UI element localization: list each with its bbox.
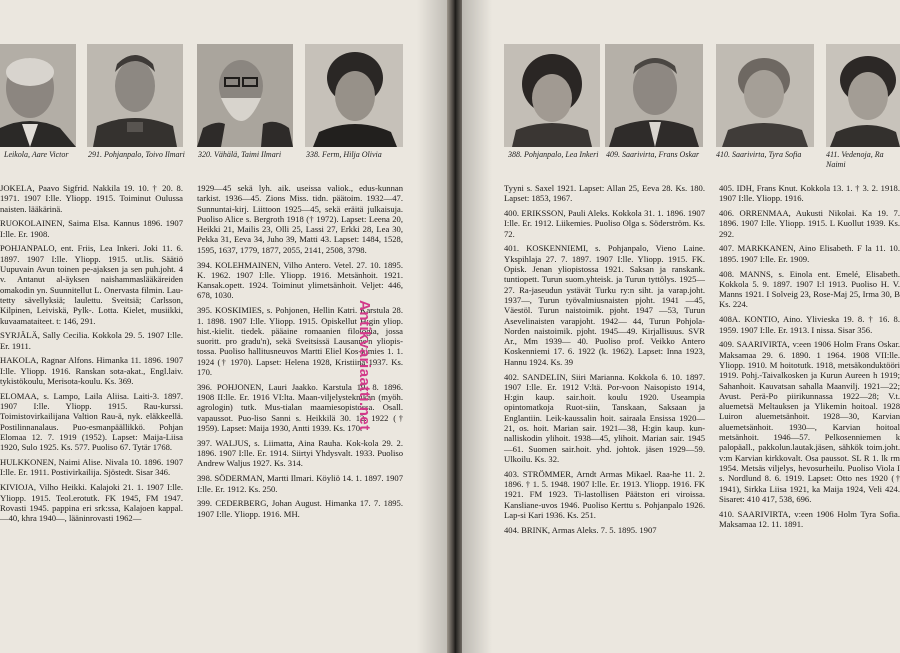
entry-text: JOKELA, Paavo Sigfrid. Nakkila 19. 10. † 20. 8. 1971. 1907 I:lle. Yliopp. 1915. Toiminut Oulussa naisten. lääkärinä.: [0, 183, 183, 214]
entry-text: 395. KOSKIMIES, s. Pohjonen, Hellin Katri. Karstula 28. 1. 1898. 1907 I:lle. Yliopp. 1915. Opiskellut H:gin yliop. hist.-kielit. tiedek. pääaine romaanien filologia, jossa suoritt. pro gradu'n), sekä Sveitsissä Lausanne'n yliopis-tossa. Puoliso hallitusneuvos Martti Eliel Kos-kimies 1. 1. 1924 († 1970). Lapset: Helena 1928, Kristiina 1937. Ks. 170.: [197, 305, 403, 378]
biography-entry: [0, 330, 183, 351]
biography-entry: [719, 208, 900, 239]
entry-text: 396. POHJONEN, Lauri Jaakko. Karstula 19. 8. 1896. 1908 II:lle. Er. 1916 VI:lta. Maan-viljelysteknikan (myöh. agrologin) tutk. Mus-tialan maamiesopistossa. Osall. vapaussot. Puo-liso Sanni s. Heikkilä 30. 12. 1922 († 1959). Lapset: Maija 1930, Antti 1939. Ks. 170.: [197, 381, 403, 434]
book-gutter: [447, 0, 462, 653]
watermark-text: Antikvariaatti.net: [356, 300, 373, 431]
biography-entry: [197, 183, 403, 255]
right-page: [462, 0, 900, 653]
entry-text: 405. IDH, Frans Knut. Kokkola 13. 1. † 3. 2. 1918. 1907 I:lle. Yliopp. 1916.: [719, 183, 900, 204]
biography-entry: [719, 269, 900, 310]
biography-entry: [719, 509, 900, 530]
caption-vedenoja: 411. Vedenoja, Ra Naimi: [826, 150, 884, 169]
biography-entry: [197, 498, 403, 519]
biography-entry: [197, 473, 403, 494]
text-column-1: [0, 183, 183, 528]
biography-entry: [719, 339, 900, 504]
biography-entry: [504, 372, 705, 465]
biography-entry: [719, 243, 900, 264]
caption-vahala: 320. Vähälä, Taimi Ilmari: [198, 150, 282, 159]
entry-text: 403. STRÖMMER, Arndt Armas Mikael. Raa-he 11. 2. 1896. † 1. 5. 1948. 1907 I:lle. Er. 1913. Yliopp. 1916. FK 1921. FM 1923. Ti-lastollisen Päätston eri viroissa. Kansliane-uvos 1946. Puoliso Kerttu s. Pohjanpalo 1926. Lap-si Kari 1936. Ks. 251.: [504, 468, 705, 520]
biography-entry: [0, 482, 183, 523]
caption-leikola: Leikola, Aare Victor: [4, 150, 69, 159]
entry-text: 394. KOLEHMAINEN, Vilho Antero. Vetel. 27. 10. 1895. K. 1962. 1907 I:lle. Yliopp. 1916. Metsänhoit. 1921. Kansak.opett. 1924. Toiminut ylimetsänhoit. Veljet: 446, 678, 1030.: [197, 259, 403, 301]
biography-entry: [0, 391, 183, 453]
entry-text: 407. MARKKANEN, Aino Elisabeth. F la 11. 10. 1895. 1907 I:lle. Er. 1909.: [719, 243, 900, 264]
portrait-photo-leikola: [0, 44, 76, 147]
biography-entry: [0, 183, 183, 214]
caption-ferm: 338. Ferm, Hilja Olivia: [306, 150, 382, 159]
biography-entry: [0, 243, 183, 325]
entry-text: HULKKONEN, Naimi Alise. Nivala 10. 1896. 1907 I:lle. Er. 1911. Postivirkailija. Sjöstedt. Sisar 346.: [0, 457, 183, 478]
portrait-photo-vedenoja: [826, 44, 900, 147]
caption-pohjanpalo-toivo: 291. Pohjanpalo, Toivo Ilmari: [88, 150, 185, 159]
biography-entry: [504, 183, 705, 204]
entry-text: 397. WALJUS, s. Liimatta, Aina Rauha. Kok-kola 29. 2. 1896. 1907 I:lle. Er. 1914. Siirtyi Yhdysvalt. 1933. Puoliso Andrew Waljus 1927. Ks. 314.: [197, 437, 403, 469]
biography-entry: [504, 525, 705, 535]
portrait-photo-ferm: [305, 44, 403, 147]
biography-entry: [504, 208, 705, 239]
entry-text: RUOKOLAINEN, Saima Elsa. Kannus 1896. 1907 I:lle. Er. 1908.: [0, 218, 183, 239]
entry-text: HAKOLA, Ragnar Alfons. Himanka 11. 1896. 1907 I:lle. Yliopp. 1916. Ranskan sota-akat., Engl.laiv. tykistökoulu, Merisota-koulu. Ks. 369.: [0, 355, 183, 387]
entry-text: 410. SAARIVIRTA, v:een 1906 Holm Tyra Sofia. Maksamaa 12. 11. 1891.: [719, 508, 900, 529]
biography-entry: [504, 243, 705, 367]
biography-entry: [0, 457, 183, 478]
portrait-photo-saarivirta-frans: [605, 44, 703, 147]
text-column-3: [504, 183, 705, 540]
left-page: [0, 0, 447, 653]
entry-text: 404. BRINK, Armas Aleks. 7. 5. 1895. 1907: [504, 524, 657, 535]
portrait-photo-pohjanpalo-lea: [504, 44, 600, 147]
portrait-photo-pohjanpalo-toivo: [87, 44, 183, 147]
biography-entry: [0, 218, 183, 239]
entry-text: 408A. KONTIO, Aino. Ylivieska 19. 8. † 16. 8. 1959. 1907 I:lle. Er. 1913. I nissa. Sisar 356.: [719, 314, 900, 335]
entry-text: SYRJÄLÄ, Sally Cecilia. Kokkola 29. 5. 1907 I:lle. Er. 1911.: [0, 330, 183, 351]
entry-text: KIVIOJA, Vilho Heikki. Kalajoki 21. 1. 1907 I:lle. Yliopp. 1915. Teol.erotutk. FK 1945, FM 1947. Rovasti 1945. pappina eri srk:ssa, Kalajoen kappal. —40, khra 1940—, lääninrovasti 1962—: [0, 482, 183, 524]
entry-text: 1929—45 sekä lyh. aik. useissa valiok., edus-kunnan tarkist. 1936—45. Zions Miss. tidn. päätoim. 1932—47. Sunnuntai-kirj. Liittoon 1925—45, sekä eräitä julkaisuja. Puoliso Alice s. Bergroth 1918 († 1972). Lapset: Leena 20, Heikki 21, Mailis 23, Olli 25, Lassi 27, Erkki 28, Lea 30, Pekka 31, Eeva 34, Juho 39, Matti 43. Lapset: 1484, 1528, 1595, 1637, 1779, 1877, 2055, 2141, 2508, 3798.: [197, 183, 403, 255]
caption-pohjanpalo-lea: 388. Pohjanpalo, Lea Inkeri: [508, 150, 599, 159]
biography-entry: [719, 314, 900, 335]
entry-text: 402. SANDELIN, Siiri Marianna. Kokkola 6. 10. 1897. 1907 I:lle. Er. 1912 V:ltä. Por-voon Naisopisto 1914, H:gin kaup. sair.hoit. koulu 1920. Useampia opintomatkoja Ruot-siin, Tanskaan, Saksaan ja Englantiin. Leik-kaussalin hoit. sairaala Ensissa 1920—21, os. hoit. Marian sair. 1921—38, H:gin kaup. kun-nalliskodin ylihoit. 1938—45, ylihoit. Marian sair. 1945—61. Suomen sair.hoit. yhd. johtok. jäsen 1929—59. Ulkoilu. Ks. 32.: [504, 371, 705, 464]
entry-text: 401. KOSKENNIEMI, s. Pohjanpalo, Vieno Laine. Ykspihlaja 27. 7. 1897. 1907 I:lle. Yliopp. 1915. FK. Opisk. Jenan yliopistossa 1921. Saksan ja ranskank. tuntiopett. Turun suom.yhteisk. ja Turun tyttölys. 1925—27. Ra-jaseudun ystävät Turku ry:n siht. ja varap.joht. 1937—, Turun työvalmiusnaisten pjoht. 1941 —45, Väestöl. Turun naistoimik. pjoht. 1947 —53, Turun Asevelinaisten varapjoht. 1942— 44, Turun Pohjola-Norden naistoimik. pjoht. 1945—49. Kirjallisuus. SVR Ar., Mm 1939— 40. Puoliso prof. Veikko Antero Koskenniemi 17. 6. 1922 (k. 1962). Lapset: Inna 1923, Hannu 1924. Ks. 39: [504, 243, 705, 367]
entry-text: 406. ORRENMAA, Aukusti Nikolai. Ka 19. 7. 1896. 1907 I:lle. Yliopp. 1915. L Kuollut 1939. Ks. 292.: [719, 208, 900, 239]
entry-text: ELOMAA, s. Lampo, Laila Aliisa. Laiti-3. 1897. 1907 I:lle. Yliopp. 1915. Rau-kurssi. Toimistovirkailijana Valtion Rau-ä, nyk. eläkkeellä. Postilinnanalaus. Puo-esmanpäällikkö. Pohjan Elomaa 12. 7. 1919 (1952). Lapset: Maija-Liisa 1920, Sulo 1925. Ks. 577. Puoliso 67. Tytär 1768.: [0, 390, 183, 453]
biography-entry: [0, 355, 183, 386]
biography-entry: [197, 438, 403, 469]
caption-saarivirta-tyra: 410. Saarivirta, Tyra Sofia: [716, 150, 802, 159]
biography-entry: [197, 260, 403, 301]
portrait-photo-vahala: [197, 44, 293, 147]
entry-text: 399. CEDERBERG, Johan August. Himanka 17. 7. 1895. 1907 I:lle. Yliopp. 1916. MH.: [197, 498, 403, 519]
entry-text: 409. SAARIVIRTA, v:een 1906 Holm Frans Oskar. Maksamaa 29. 6. 1890. 1 1964. 1908 VII:lle. Yliopp. 1910. M hoitotutk. 1918, metsäkonduktööri 1919. Pohj.-Taivalkosken ja Kurun Aureen h 1919; Sahanhoit. Kauvatsan sahalla Maanvilj. 1921—22; Avust. Perä-Po piirikunnassa 1922—28; V.t. aluemetsä Meltauksen ja Ylikemin hoitoal. 1928 Luiron aluemetsänhoit. 1928—30, Karvian aluemetsänhoit. 1930—, Karvian hoitoal metsänhoit. 1946—57. Pelkosenniemen k palopäall., pakkolun.lautak.jäsen, sähkök toim.joht. v:m Karvian kirkkovalt. Osa paussot. SL R 1. lk rm 1954. Metsäs viljelys, hevosurheilu. Puoliso Viola I s. Nordlund 8. 6. 1919. Lapset: Otto nes 1920 († 1941), Sirkka Liisa 1921, ka Maija 1924, Veli 424. Sisaret: 410 417, 538, 696.: [719, 339, 900, 504]
biography-entry: [719, 183, 900, 204]
caption-saarivirta-frans: 409. Saarivirta, Frans Oskar: [606, 150, 700, 159]
portrait-photo-saarivirta-tyra: [716, 44, 814, 147]
entry-text: 400. ERIKSSON, Pauli Aleks. Kokkola 31. 1. 1896. 1907 I:lle. Er. 1912. Liikemies. Puoliso Olga s. Söderström. Ks. 72.: [504, 208, 705, 239]
entry-text: POHJANPALO, ent. Friis, Lea Inkeri. Joki 11. 6. 1897. 1907 I:lle. Yliopp. 1915. ut.lis. Säätiö Uupuvain Avun toinen pe-ajaksen ja sen puh.joht. 4 v. Antanut al-äyksen naishammaslääkäreiden omakodin yn. Suunnitellut L. Onervasta filmin. Lau-tetty sävellyksiä; laulettu. Sveitsiä; Carlsson, Kilpinen, Leiviskä, Pylk-. Lotta. Kielet, musiikki, kuvaamataiteet. t: 146, 291.: [0, 243, 183, 326]
entry-text: 398. SÖDERMAN, Martti Ilmari. Köyliö 14. 1. 1897. 1907 I:lle. Er. 1912. Ks. 250.: [197, 473, 403, 494]
biography-entry: [504, 469, 705, 520]
entry-text: Tyyni s. Saxel 1921. Lapset: Allan 25, Eeva 28. Ks. 180. Lapset: 1853, 1967.: [504, 183, 705, 204]
entry-text: 408. MANNS, s. Einola ent. Emelé, Elisabeth. Kokkola 5. 9. 1897. 1907 I:l 1913. Puoliso H. V. Manns 1921. I Solveig 23, Rose-Maj 25, Irma 30, B Ks. 224.: [719, 268, 900, 310]
text-column-4: [719, 183, 900, 534]
